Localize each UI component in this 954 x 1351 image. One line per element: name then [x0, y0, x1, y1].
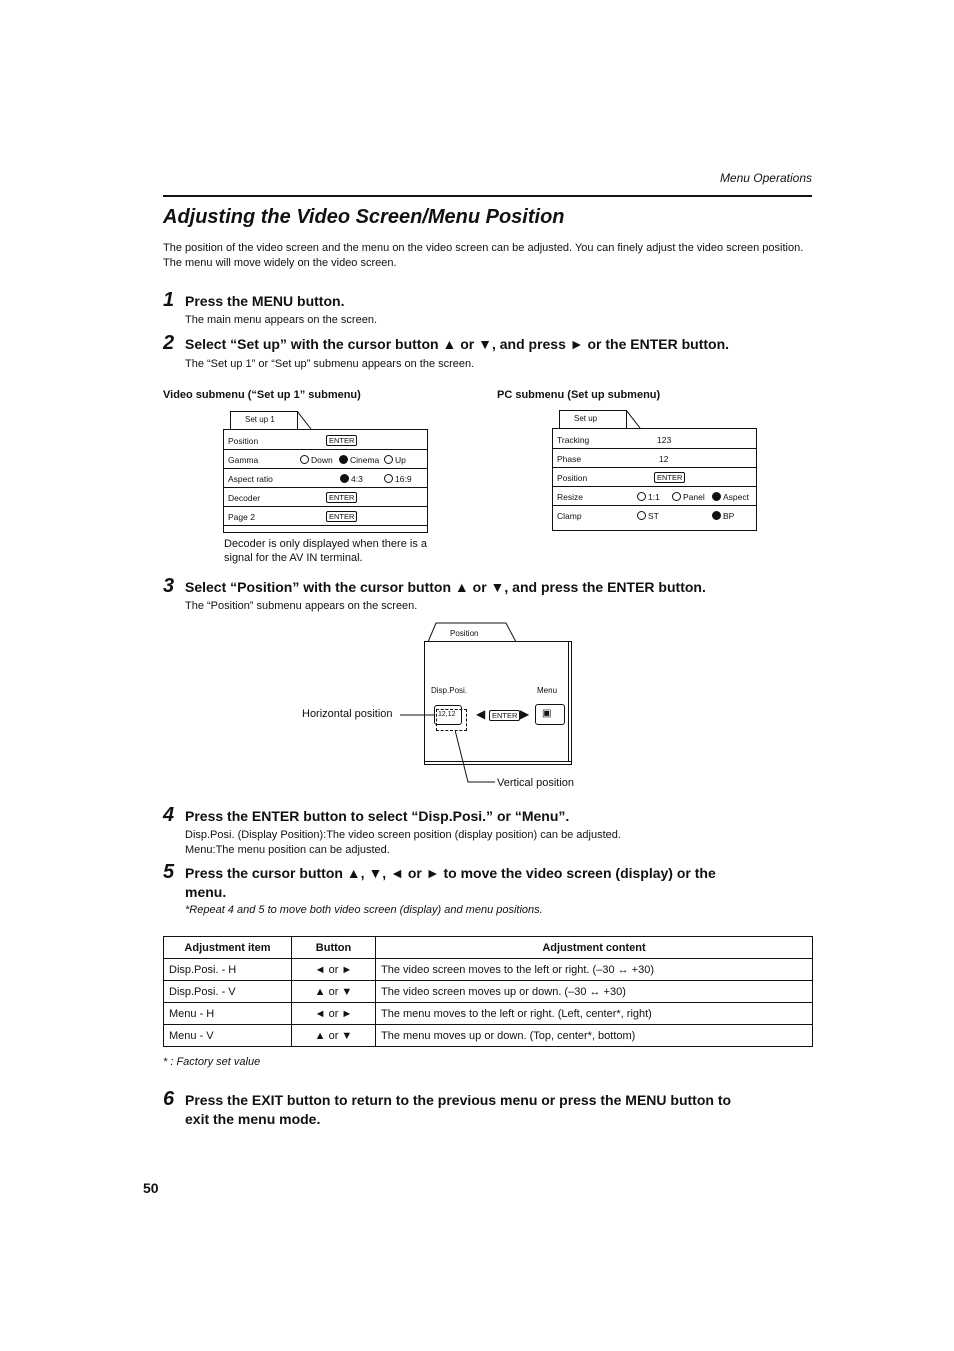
resize-panel-option[interactable]: [672, 492, 705, 502]
table-header: Adjustment content: [376, 937, 813, 959]
menu-row-decoder[interactable]: [224, 488, 427, 507]
video-submenu-tab: Set up 1: [230, 411, 298, 429]
menu-row-aspect[interactable]: [224, 469, 427, 488]
row-label: Position: [228, 436, 259, 446]
option-label: 16:9: [395, 474, 412, 484]
table-cell: ◄ or ►: [292, 1003, 376, 1025]
row-label: Gamma: [228, 455, 259, 465]
table-row: [164, 1003, 813, 1025]
row-label: Tracking: [557, 435, 590, 445]
table-cell: Disp.Posi. - V: [164, 981, 292, 1003]
option-label: 1:1: [648, 492, 660, 502]
step-1-text: The main menu appears on the screen.: [185, 314, 378, 326]
step-3-text: The “Position” submenu appears on the screen.: [185, 600, 418, 612]
tracking-value: 123: [657, 435, 672, 445]
radio-on-icon: [340, 474, 349, 483]
step-6-heading: Press the EXIT button to return to the previous menu or press the MENU button to: [185, 1092, 732, 1108]
decoder-note-line1: Decoder is only displayed when there is a: [224, 538, 428, 550]
step-5-note: *Repeat 4 and 5 to move both video screen (display) and menu positions.: [185, 904, 543, 916]
enter-button[interactable]: ENTER: [489, 710, 520, 721]
tab-slant: [297, 411, 313, 430]
option-label: BP: [723, 511, 735, 521]
clamp-st-option[interactable]: [637, 511, 659, 521]
aspect-169-option[interactable]: [384, 474, 412, 484]
menu-position-box[interactable]: [535, 704, 565, 725]
radio-on-icon: [339, 455, 348, 464]
page-title: Adjusting the Video Screen/Menu Position: [163, 206, 565, 228]
step-1-number: 1: [163, 289, 175, 311]
resize-11-option[interactable]: [637, 492, 660, 502]
table-row: [164, 981, 813, 1003]
aspect-43-option[interactable]: [340, 474, 363, 484]
menu-position-icon: ▣: [542, 708, 552, 719]
row-label: Decoder: [228, 493, 261, 503]
option-label: Down: [311, 455, 333, 465]
page-number: 50: [143, 1180, 159, 1196]
disp-posi-value: 12,12: [438, 711, 456, 718]
header-rule: [163, 195, 812, 197]
table-cell: The menu moves up or down. (Top, center*, bottom): [376, 1025, 813, 1047]
enter-button[interactable]: ENTER: [654, 472, 685, 483]
pc-submenu: [552, 410, 757, 532]
table-cell: ▲ or ▼: [292, 1025, 376, 1047]
radio-off-icon: [637, 492, 646, 501]
table-row: [164, 1025, 813, 1047]
table-cell: The menu moves to the left or right. (Left, center*, right): [376, 1003, 813, 1025]
table-cell: ▲ or ▼: [292, 981, 376, 1003]
horizontal-leader-line: [400, 712, 436, 718]
option-label: ST: [648, 511, 659, 521]
row-label: Aspect ratio: [228, 474, 273, 484]
option-label: 4:3: [351, 474, 363, 484]
pc-submenu-tab: Set up: [559, 410, 627, 428]
table-footnote: * : Factory set value: [163, 1056, 261, 1068]
gamma-cinema-option[interactable]: [339, 455, 379, 465]
position-submenu: [424, 622, 574, 768]
pc-submenu-panel: [552, 428, 757, 531]
video-submenu-panel: [223, 429, 428, 533]
tab-slant: [626, 410, 642, 429]
step-5-heading-2: menu.: [185, 884, 227, 900]
menu-row-position[interactable]: [553, 468, 756, 487]
position-frame: [424, 622, 574, 768]
vertical-dashed-indicator: [436, 709, 467, 731]
table-header: Adjustment item: [164, 937, 292, 959]
menu-row-resize[interactable]: [553, 487, 756, 506]
phase-value: 12: [659, 454, 669, 464]
pc-submenu-caption: PC submenu (Set up submenu): [497, 389, 661, 401]
table-header: Button: [292, 937, 376, 959]
vertical-leader-line: [455, 730, 497, 786]
option-label: Up: [395, 455, 406, 465]
horizontal-position-label: Horizontal position: [302, 708, 393, 720]
option-label: Panel: [683, 492, 705, 502]
step-2-heading: Select “Set up” with the cursor button ▲ or ▼, and press ► or the ENTER button.: [185, 336, 730, 352]
right-arrow-icon: ▶: [520, 707, 530, 721]
row-label: Phase: [557, 454, 582, 464]
option-label: Aspect: [723, 492, 749, 502]
video-submenu: [223, 411, 428, 533]
gamma-up-option[interactable]: [384, 455, 406, 465]
menu-row-gamma[interactable]: [224, 450, 427, 469]
decoder-note-line2: signal for the AV IN terminal.: [224, 552, 363, 564]
radio-off-icon: [384, 474, 393, 483]
table-cell: The video screen moves up or down. (–30 ↔ +30): [376, 981, 813, 1003]
section-header: Menu Operations: [719, 171, 812, 185]
menu-label: Menu: [537, 686, 558, 695]
step-5-heading: Press the cursor button ▲, ▼, ◄ or ► to move the video screen (display) or the: [185, 865, 716, 881]
step-4-heading: Press the ENTER button to select “Disp.Posi.” or “Menu”.: [185, 808, 570, 824]
menu-row-phase[interactable]: [553, 449, 756, 468]
table-header-row: [164, 937, 813, 959]
radio-on-icon: [712, 492, 721, 501]
resize-aspect-option[interactable]: [712, 492, 749, 502]
menu-row-clamp[interactable]: [553, 506, 756, 524]
row-label: Page 2: [228, 512, 255, 522]
radio-off-icon: [672, 492, 681, 501]
step-3-number: 3: [163, 575, 175, 597]
position-tab: Position: [450, 629, 479, 638]
table-cell: The video screen moves to the left or right. (–30 ↔ +30): [376, 959, 813, 981]
table-cell: Disp.Posi. - H: [164, 959, 292, 981]
step-4-text-2: Menu:The menu position can be adjusted.: [185, 844, 390, 856]
enter-button[interactable]: ENTER: [326, 435, 357, 446]
enter-button[interactable]: ENTER: [326, 492, 357, 503]
row-label: Position: [557, 473, 588, 483]
video-submenu-caption: Video submenu (“Set up 1” submenu): [163, 389, 361, 401]
step-5-number: 5: [163, 861, 175, 883]
radio-off-icon: [637, 511, 646, 520]
table-cell: Menu - V: [164, 1025, 292, 1047]
clamp-bp-option[interactable]: [712, 511, 734, 521]
table-row: [164, 959, 813, 981]
step-4-text-1: Disp.Posi. (Display Position):The video screen position (display position) can be adjusted.: [185, 829, 621, 841]
gamma-down-option[interactable]: [300, 455, 333, 465]
step-1-heading: Press the MENU button.: [185, 293, 345, 309]
row-label: Resize: [557, 492, 583, 502]
step-6-heading-2: exit the menu mode.: [185, 1111, 321, 1127]
vertical-position-label: Vertical position: [497, 777, 575, 789]
step-6-number: 6: [163, 1088, 175, 1110]
radio-off-icon: [384, 455, 393, 464]
enter-button[interactable]: ENTER: [326, 511, 357, 522]
left-arrow-icon: ◀: [476, 707, 486, 721]
menu-row-position[interactable]: [224, 431, 427, 450]
table-cell: ◄ or ►: [292, 959, 376, 981]
disp-posi-label: Disp.Posi.: [431, 686, 468, 695]
intro-text: The position of the video screen and the menu on the video screen can be adjusted. You can finely adjust the video screen position. The menu will move widely on the video screen.: [163, 242, 804, 269]
step-2-text: The “Set up 1” or “Set up” submenu appears on the screen.: [185, 358, 475, 370]
adjustment-table: [163, 936, 813, 1047]
step-3-heading: Select “Position” with the cursor button ▲ or ▼, and press the ENTER button.: [185, 579, 706, 595]
row-label: Clamp: [557, 511, 582, 521]
step-4-number: 4: [163, 804, 175, 826]
option-label: Cinema: [350, 455, 380, 465]
table-cell: Menu - H: [164, 1003, 292, 1025]
step-2-number: 2: [163, 332, 175, 354]
radio-off-icon: [300, 455, 309, 464]
menu-row-tracking[interactable]: [553, 430, 756, 449]
menu-row-page2[interactable]: [224, 507, 427, 526]
radio-on-icon: [712, 511, 721, 520]
